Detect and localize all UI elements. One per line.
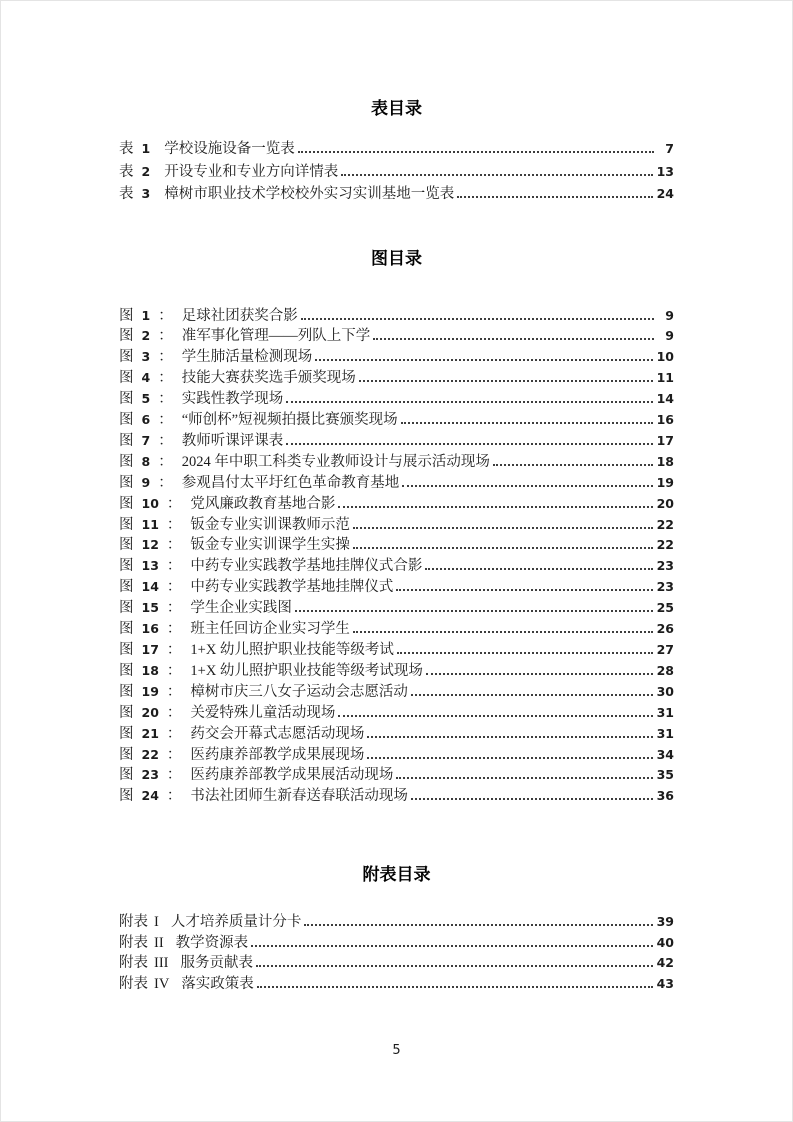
toc-entry-separator: ： [158,349,173,366]
toc-entry-title: 技能大赛获奖选手颁奖现场 [181,370,356,387]
toc-entry[interactable] [119,535,674,556]
toc-entry-number: 2 [141,328,151,344]
toc-entry-separator: ： [166,767,182,784]
dot-leader [457,196,652,198]
toc-entry-number: 16 [141,621,159,637]
page-number: 5 [392,1043,401,1058]
toc-entry-title: 准军事化管理——列队上下学 [181,328,371,345]
toc-entry-separator: ： [158,453,173,470]
toc-entry[interactable] [119,326,674,347]
toc-entry-category: 图 [119,600,134,617]
toc-entry-title: 药交会开幕式志愿活动现场 [190,725,365,742]
toc-entry-page: 25 [656,600,674,616]
toc-entry-number: 11 [141,516,159,532]
toc-entry-number: 1 [141,141,151,156]
toc-entry-page: 30 [656,683,674,699]
toc-entry[interactable] [119,765,674,786]
toc-entry-category: 图 [119,328,134,345]
toc-entry-page: 31 [656,704,674,720]
toc-entry-page: 27 [656,642,674,657]
toc-entry-separator: ： [158,370,173,387]
toc-entry[interactable] [119,494,674,515]
figures-toc-heading: 图目录 [371,248,422,268]
toc-entry[interactable] [119,368,674,389]
toc-entry-separator: ： [166,725,182,742]
toc-entry-separator: ： [158,432,173,449]
toc-entry-page: 18 [656,453,674,469]
toc-entry-category: 图 [119,662,134,679]
toc-entry-category: 图 [119,516,134,533]
toc-entry-title: 足球社团获奖合影 [181,307,298,324]
toc-entry-page: 36 [656,788,674,804]
toc-entry[interactable] [119,577,674,598]
dot-leader [338,715,652,717]
toc-entry-page: 16 [656,412,674,428]
toc-entry-page: 7 [665,141,674,156]
toc-entry-number: II [154,934,164,951]
toc-entry-category: 表 [119,186,134,202]
toc-entry[interactable] [119,640,674,661]
toc-entry-title: 钣金专业实训课学生实操 [190,537,350,554]
toc-entry-category: 图 [119,453,134,470]
toc-entry-title: 落实政策表 [181,975,254,992]
toc-entry-separator: ： [166,683,182,700]
toc-entry-page: 40 [656,934,674,950]
toc-entry-number: 19 [141,683,159,699]
toc-entry[interactable] [119,431,674,452]
tables-toc-list [119,138,674,206]
toc-entry-number: 9 [141,474,151,490]
toc-entry-title: 钣金专业实训课教师示范 [190,516,350,533]
toc-entry-number: 22 [141,746,159,762]
toc-entry-number: 14 [141,579,159,595]
dot-leader [298,151,654,153]
toc-entry-category: 附表 [119,914,148,931]
toc-entry-number: 17 [141,642,159,657]
toc-entry-title: 学生肺活量检测现场 [181,349,313,366]
toc-entry-number: 1 [141,307,151,323]
toc-entry-page: 35 [656,767,674,783]
toc-entry-page: 20 [656,495,674,511]
toc-entry-number: 10 [141,495,159,511]
toc-entry-title: 1+X 幼儿照护职业技能等级考试 [190,642,394,658]
toc-entry-page: 10 [656,349,674,365]
toc-entry[interactable] [119,912,674,933]
dot-leader [401,422,653,424]
dot-leader [359,380,653,382]
toc-entry-separator: ： [166,662,182,679]
toc-entry-number: I [154,914,159,931]
toc-entry-title: 学生企业实践图 [190,600,292,617]
toc-entry-separator: ： [166,788,182,805]
toc-entry-title: 中药专业实践教学基地挂牌仪式 [190,579,394,596]
toc-entry-title: 樟树市职业技术学校校外实习实训基地一览表 [164,186,455,202]
toc-entry-separator: ： [166,516,182,533]
toc-entry-title: 参观昌付太平圩红色革命教育基地 [181,474,400,491]
toc-entry-separator: ： [158,307,173,324]
toc-entry-title: 教师听课评课表 [181,432,284,449]
dot-leader [353,527,653,529]
toc-entry-title: 学校设施设备一览表 [164,141,295,157]
toc-entry[interactable] [119,161,674,184]
dot-leader [396,777,652,779]
toc-entry-title: 关爱特殊儿童活动现场 [190,704,336,721]
toc-entry-page: 9 [665,328,674,344]
appendix-toc-heading: 附表目录 [362,865,431,885]
toc-entry-number: 5 [141,391,151,407]
toc-entry-separator: ： [166,704,182,721]
toc-entry[interactable] [119,786,674,807]
toc-entry-number: 3 [141,349,151,365]
toc-entry-page: 31 [656,725,674,741]
dot-leader [396,589,652,591]
toc-entry-separator: ： [166,579,182,596]
toc-entry-category: 图 [119,767,134,784]
toc-entry-separator: ： [166,600,182,617]
toc-entry-category: 图 [119,307,134,324]
toc-entry-title: 医药康养部教学成果展活动现场 [190,767,394,784]
toc-entry-category: 图 [119,621,134,638]
toc-entry-category: 表 [119,163,134,180]
toc-entry[interactable] [119,598,674,619]
dot-leader [373,338,654,340]
dot-leader [425,568,652,570]
toc-entry-number: 6 [141,412,151,428]
toc-entry-page: 26 [656,621,674,637]
toc-entry-title: 开设专业和专业方向详情表 [164,163,339,180]
dot-leader [286,401,652,403]
toc-entry-category: 图 [119,412,134,429]
tables-toc-heading: 表目录 [371,99,422,118]
toc-entry-page: 23 [656,579,674,595]
toc-entry-category: 图 [119,432,134,449]
toc-entry-separator: ： [166,558,182,575]
toc-entry-page: 39 [656,914,674,930]
toc-entry-separator: ： [166,537,182,554]
toc-entry-number: 18 [141,662,159,678]
toc-entry-number: 12 [141,537,159,553]
toc-entry-separator: ： [158,391,173,408]
toc-entry[interactable] [119,703,674,724]
toc-entry[interactable] [119,974,674,995]
toc-entry-category: 图 [119,746,134,763]
toc-entry-page: 22 [656,537,674,553]
toc-entry-page: 42 [656,955,674,971]
dot-leader [295,610,653,612]
toc-entry-separator: ： [166,495,182,512]
toc-entry[interactable] [119,306,674,327]
toc-entry[interactable] [119,556,674,577]
toc-entry-number: 7 [141,432,151,448]
toc-entry-page: 13 [656,163,674,179]
dot-leader [367,757,652,759]
toc-entry-page: 23 [656,558,674,574]
toc-entry-title: “师创杯”短视频拍摄比赛颁奖现场 [181,412,398,429]
toc-entry-category: 图 [119,495,134,512]
toc-entry[interactable] [119,183,674,206]
toc-entry-number: 21 [141,725,159,741]
toc-entry-separator: ： [158,474,173,491]
toc-entry-separator: ： [158,328,173,345]
toc-entry-category: 图 [119,370,134,387]
toc-entry-page: 9 [665,307,674,323]
toc-entry-page: 28 [656,662,674,678]
toc-entry-page: 43 [656,975,674,991]
toc-entry-page: 22 [656,516,674,532]
dot-leader [257,986,653,988]
toc-entry-category: 图 [119,683,134,700]
toc-entry-category: 附表 [119,955,148,972]
dot-leader [251,945,652,947]
toc-entry-number: 23 [141,767,159,783]
toc-entry-category: 图 [119,704,134,721]
toc-entry-number: III [154,955,169,972]
toc-entry-number: 24 [141,788,159,804]
toc-entry-separator: ： [166,642,182,658]
toc-entry[interactable] [119,389,674,410]
toc-entry-number: 8 [141,453,151,469]
toc-entry-number: 13 [141,558,159,574]
appendix-toc-list [119,912,674,994]
toc-content [1,1,792,994]
toc-entry-page: 17 [656,432,674,448]
toc-entry-title: 教学资源表 [175,934,249,951]
toc-entry-category: 图 [119,558,134,575]
toc-entry-title: 党风廉政教育基地合影 [190,495,336,512]
toc-entry-page: 24 [656,186,674,201]
dot-leader [304,924,652,926]
toc-entry[interactable] [119,724,674,745]
toc-entry-title: 人才培养质量计分卡 [170,914,302,931]
toc-entry-title: 中药专业实践教学基地挂牌仪式合影 [190,558,423,575]
toc-entry[interactable] [119,515,674,536]
toc-entry-category: 附表 [119,934,148,951]
toc-entry[interactable] [119,745,674,766]
dot-leader [353,547,653,549]
toc-entry-page: 14 [656,391,674,407]
toc-entry-category: 图 [119,725,134,742]
toc-entry-title: 服务贡献表 [180,955,253,972]
toc-entry-title: 1+X 幼儿照护职业技能等级考试现场 [190,662,423,679]
dot-leader [353,631,653,633]
toc-entry[interactable] [119,953,674,974]
toc-entry-title: 医药康养部教学成果展现场 [190,746,365,763]
dot-leader [493,464,653,466]
toc-entry-category: 图 [119,474,134,491]
toc-entry-category: 图 [119,391,134,408]
toc-entry-number: 4 [141,370,151,386]
toc-entry-page: 11 [656,370,674,386]
toc-entry-category: 图 [119,537,134,554]
toc-entry[interactable] [119,933,674,954]
toc-entry-number: IV [154,975,170,992]
toc-entry-number: 2 [141,163,151,179]
toc-entry[interactable] [119,473,674,494]
toc-entry-category: 图 [119,788,134,805]
toc-entry[interactable] [119,619,674,640]
dot-leader [286,443,652,445]
toc-entry-page: 19 [656,474,674,490]
toc-entry[interactable] [119,452,674,473]
dot-leader [367,736,652,738]
toc-entry-title: 实践性教学现场 [181,391,284,408]
toc-entry-category: 图 [119,642,134,658]
toc-entry-category: 图 [119,349,134,366]
dot-leader [411,798,653,800]
toc-entry-category: 附表 [119,975,148,992]
toc-entry-title: 书法社团师生新春送春联活动现场 [190,788,408,805]
toc-entry-title: 樟树市庆三八女子运动会志愿活动 [190,683,408,700]
toc-entry[interactable] [119,138,674,161]
toc-entry-separator: ： [166,746,182,763]
toc-entry-number: 20 [141,704,159,720]
toc-entry-separator: ： [158,412,173,429]
toc-entry-separator: ： [166,621,182,638]
toc-entry-number: 15 [141,600,159,616]
figures-toc-list [119,306,674,808]
toc-entry-category: 图 [119,579,134,596]
toc-entry-title: 2024 年中职工科类专业教师设计与展示活动现场 [181,453,490,470]
dot-leader [411,694,653,696]
dot-leader [338,506,652,508]
toc-entry[interactable] [119,347,674,368]
dot-leader [256,965,653,967]
dot-leader [397,652,653,654]
dot-leader [402,485,652,487]
dot-leader [426,673,653,675]
toc-entry[interactable] [119,682,674,703]
toc-entry-category: 表 [119,141,134,157]
dot-leader [341,174,652,176]
toc-entry[interactable] [119,661,674,682]
dot-leader [315,359,652,361]
dot-leader [301,318,654,320]
toc-entry-number: 3 [141,186,151,201]
toc-entry[interactable] [119,410,674,431]
toc-entry-page: 34 [656,746,674,762]
toc-entry-title: 班主任回访企业实习学生 [190,621,350,638]
